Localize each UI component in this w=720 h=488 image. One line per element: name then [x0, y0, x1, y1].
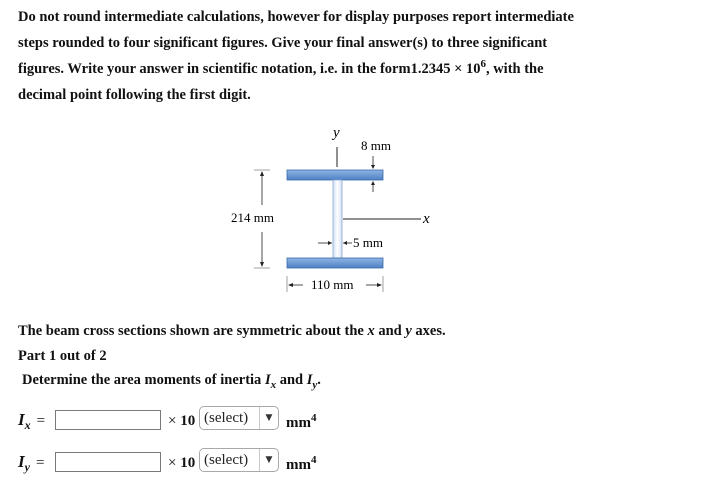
- instruction-format: 1.2345 × 10: [410, 61, 481, 77]
- statement-text: and: [378, 323, 402, 339]
- select-label: (select): [204, 409, 249, 426]
- bottom-flange: [287, 258, 383, 268]
- arrowhead-icon: [371, 165, 375, 169]
- times-ten: [168, 455, 195, 472]
- arrowhead-icon: [260, 262, 264, 267]
- iy-label: [18, 452, 44, 475]
- times-sign: ×: [168, 413, 177, 429]
- unit-exponent: 4: [311, 454, 317, 466]
- task-statement: [22, 372, 321, 391]
- instruction-line: Do not round intermediate calculations, however for display purposes report intermediate: [18, 9, 574, 25]
- flange-thickness-label: 8 mm: [361, 138, 391, 153]
- equals-sign: =: [35, 455, 45, 471]
- arrowhead-icon: [371, 181, 375, 185]
- task-text: .: [317, 372, 321, 388]
- unit-exponent: 4: [311, 412, 317, 424]
- answer-row-ix: [18, 408, 718, 434]
- chevron-down-icon[interactable]: ▼: [265, 413, 273, 423]
- unit-text: mm: [286, 457, 311, 473]
- statement-x: x: [367, 323, 375, 339]
- y-axis-label: y: [333, 125, 340, 141]
- statement-text: The beam cross sections shown are symmetric about the: [18, 323, 364, 339]
- instruction-format-exponent: 6: [480, 58, 486, 71]
- arrowhead-icon: [288, 283, 293, 287]
- unit-text: mm: [286, 415, 311, 431]
- ix-coefficient-input[interactable]: [55, 410, 161, 430]
- symmetry-statement: [18, 323, 446, 340]
- arrowhead-icon: [343, 241, 347, 245]
- ix-unit: [286, 412, 317, 432]
- flange-width-label: 110 mm: [311, 277, 354, 292]
- instruction-line: steps rounded to four significant figures. Give your final answer(s) to three significant: [18, 35, 548, 51]
- arrowhead-icon: [260, 171, 264, 176]
- equals-sign: =: [36, 413, 46, 429]
- ix-exponent-select[interactable]: [199, 406, 279, 430]
- web: [333, 180, 342, 258]
- chevron-down-icon[interactable]: ▼: [265, 455, 273, 465]
- statement-y: y: [405, 323, 412, 339]
- part-label: Part 1 out of 2: [18, 348, 107, 364]
- ix-label: [18, 410, 45, 433]
- base-ten: 10: [180, 455, 196, 471]
- iy-coefficient-input[interactable]: [55, 452, 161, 472]
- ix-subscript: x: [24, 418, 31, 432]
- answer-row-iy: [18, 450, 718, 476]
- statement-text: axes.: [415, 323, 446, 339]
- arrowhead-icon: [328, 241, 332, 245]
- task-subscript: x: [270, 378, 277, 391]
- task-text: Determine the area moments of inertia: [22, 372, 262, 388]
- iy-symbol: I: [18, 452, 25, 471]
- times-sign: ×: [168, 455, 177, 471]
- select-label: (select): [204, 451, 249, 468]
- x-axis-label: x: [423, 211, 430, 227]
- instruction-text: figures. Write your answer in scientific notation, i.e. in the form: [18, 61, 411, 77]
- depth-label: 214 mm: [231, 210, 274, 225]
- instruction-text: , with the: [485, 61, 544, 77]
- times-ten: [168, 413, 195, 430]
- arrowhead-icon: [377, 283, 382, 287]
- task-symbol: I: [306, 372, 313, 388]
- iy-exponent-select[interactable]: [199, 448, 279, 472]
- iy-subscript: y: [24, 460, 30, 474]
- task-text: and: [279, 372, 304, 388]
- task-symbol: I: [264, 372, 271, 388]
- web-thickness-label: 5 mm: [353, 235, 383, 250]
- instruction-line: decimal point following the first digit.: [18, 87, 251, 103]
- ix-symbol: I: [18, 410, 25, 429]
- base-ten: 10: [180, 413, 196, 429]
- top-flange: [287, 170, 383, 180]
- iy-unit: [286, 454, 317, 474]
- task-subscript: y: [312, 378, 318, 391]
